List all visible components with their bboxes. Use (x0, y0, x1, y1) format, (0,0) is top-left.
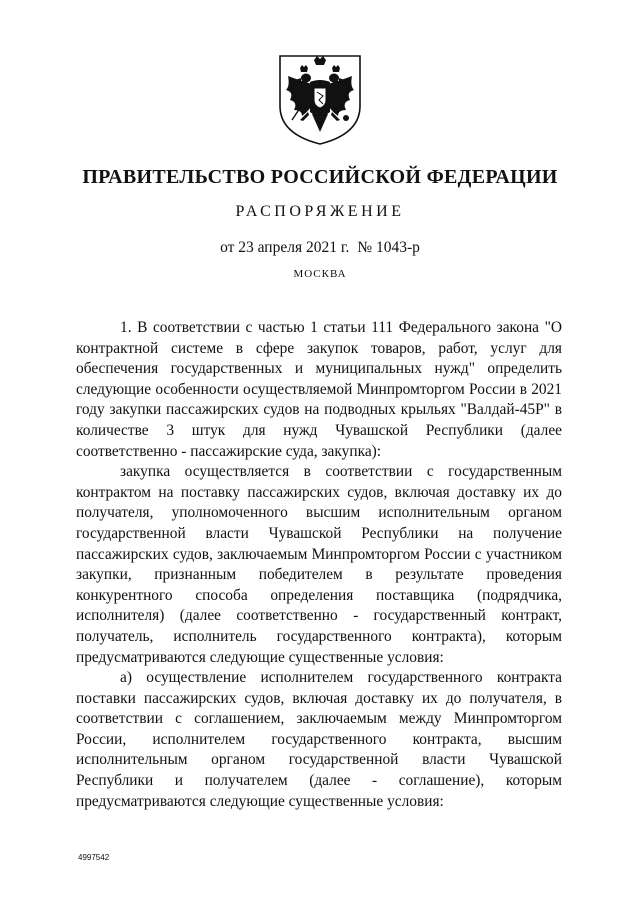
city-name: МОСКВА (293, 268, 347, 280)
coat-of-arms-icon (272, 50, 368, 148)
government-title: ПРАВИТЕЛЬСТВО РОССИЙСКОЙ ФЕДЕРАЦИИ (82, 166, 558, 188)
paragraph-2: закупка осуществляется в соответствии с государственным контрактом на поставку пассажирских судов, включая доставку их до получателя, уполномоченного высшим исполнительным органом государственной власти Чувашской Республики на получение пассажирских судов, заключаемым Минпромторгом России с участником закупки, признанным победителем в результате проведения конкурентного способа определения поставщика (подрядчика, исполнителя) (далее соответственно - государственный контракт, получатель, исполнитель государственного контракта), которым предусматриваются следующие существенные условия: (76, 463, 562, 666)
paragraph-1: 1. В соответствии с частью 1 статьи 111 Федерального закона "О контрактной системе в сфере закупок товаров, работ, услуг для обеспечения государственных и муниципальных нужд" определить следующие особенности осуществляемой Минпромторгом России в 2021 году закупки пассажирских судов на подводных крыльях "Валдай-45Р" в количестве 3 штук для нужд Чувашской Республики (далее соответственно - пассажирские суда, закупка): (76, 319, 562, 460)
document-code: 4997542 (78, 853, 110, 862)
document-date: от 23 апреля 2021 г. (220, 239, 350, 256)
document-type: РАСПОРЯЖЕНИЕ (235, 203, 405, 220)
document-number: № 1043-р (357, 239, 420, 256)
document-date-line (0, 239, 640, 257)
document-body (76, 318, 562, 812)
paragraph-3: а) осуществление исполнителем государственного контракта поставки пассажирских судов, включая доставку их до получателя, в соответствии с соглашением, заключаемым между Минпромторгом России, исполнителем государственного контракта, высшим исполнительным органом государственной власти Чувашской Республики и получателем (далее - соглашение), которым предусматриваются следующие существенные условия: (76, 669, 562, 810)
